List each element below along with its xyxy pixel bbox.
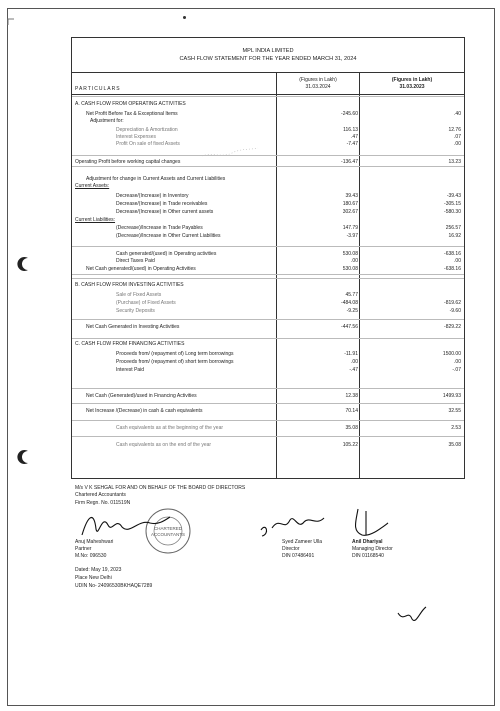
value-2023: -9.60 — [449, 308, 461, 314]
row-rule — [72, 420, 464, 421]
value-2023: 256.57 — [445, 225, 461, 231]
value-2023: -39.43 — [446, 193, 461, 199]
firm-line: M/s V K SEHGAL FOR AND ON BEHALF OF THE BOARD OF DIRECTORS — [75, 485, 246, 491]
value-2023: -580.30 — [444, 209, 461, 215]
punch-hole-icon — [17, 256, 31, 272]
row-rule — [72, 388, 464, 389]
row-label: Adjustment for change in Current Assets and Current Liabilities — [86, 176, 226, 182]
col2-header-date: 31.03.2023 — [399, 84, 425, 90]
director-din: DIN 07486491 — [282, 553, 315, 559]
value-2024: 70.14 — [345, 408, 358, 414]
value-2023: .00 — [454, 258, 461, 264]
value-2023: 35.08 — [448, 442, 461, 448]
director-name: Syed Zameer Ulla — [282, 539, 323, 545]
value-2023: -305.15 — [444, 201, 461, 207]
director-signature — [258, 508, 333, 538]
column-divider — [276, 72, 277, 478]
value-2023: .00 — [454, 359, 461, 365]
row-rule — [72, 436, 464, 437]
row-label: Interest Expenses — [116, 134, 157, 140]
value-2024: 39.43 — [345, 193, 358, 199]
row-rule — [72, 403, 464, 404]
row-label: Current Liabilities: — [75, 217, 116, 223]
row-label: Adjustment for: — [90, 118, 124, 124]
row-rule — [72, 155, 464, 156]
md-signature — [344, 505, 394, 540]
company-name: MPL INDIA LIMITED — [242, 48, 294, 54]
value-2023: 16.92 — [448, 233, 461, 239]
row-label: Sale of Fixed Assets — [116, 292, 162, 298]
value-2024: -136.47 — [341, 159, 358, 165]
partner-mno: M.No: 096530 — [75, 553, 107, 559]
chartered-accountants: Chartered Accountants — [75, 492, 126, 498]
row-label: Security Deposits — [116, 308, 155, 314]
header-top-rule — [72, 72, 464, 73]
particulars-header: PARTICULARS — [75, 86, 121, 92]
row-label: Operating Profit before working capital changes — [75, 159, 181, 165]
statement-title: CASH FLOW STATEMENT FOR THE YEAR ENDED MARCH 31, 2024 — [179, 56, 357, 62]
value-2024: 530.08 — [342, 251, 358, 257]
value-2023: -638.16 — [444, 266, 461, 272]
row-rule — [72, 166, 464, 167]
value-2024: 180.67 — [342, 201, 358, 207]
row-label: Net Cash Generated in Investing Activities — [86, 324, 180, 330]
value-2023: 1499.93 — [442, 393, 461, 399]
corner-mark-icon — [6, 17, 16, 27]
row-rule — [72, 319, 464, 320]
value-2023: 12.76 — [448, 127, 461, 133]
value-2024: .00 — [351, 258, 358, 264]
row-rule — [72, 274, 464, 275]
value-2024: -.47 — [349, 367, 358, 373]
partner-role: Partner — [75, 546, 92, 552]
row-label: Decrease/(Increase) in Other current assets — [116, 209, 214, 215]
row-label: (Decrease)/Increase in Trade Payables — [116, 225, 203, 231]
value-2024: 530.08 — [342, 266, 358, 272]
row-label: Decrease/(Increase) in Trade receivables — [116, 201, 208, 207]
column-divider — [359, 72, 360, 478]
value-2024: 116.13 — [343, 127, 358, 133]
row-rule — [72, 338, 464, 339]
value-2024: 105.22 — [342, 442, 358, 448]
value-2023: -638.16 — [444, 251, 461, 257]
value-2024: -447.56 — [341, 324, 358, 330]
value-2024: -11.91 — [344, 351, 358, 357]
cash-flow-statement — [71, 37, 465, 479]
dated: Dated: May 19, 2023 — [75, 567, 122, 573]
scan-dot-icon — [183, 16, 186, 19]
value-2024: 147.79 — [342, 225, 358, 231]
row-label: Cash equivalents as at the beginning of the year — [116, 425, 224, 431]
header-bottom-rule — [72, 94, 464, 95]
value-2024: -7.47 — [346, 141, 358, 147]
row-rule — [72, 278, 464, 279]
row-label: B. CASH FLOW FROM INVESTING ACTIVITIES — [75, 282, 184, 288]
value-2023: 13.23 — [448, 159, 461, 165]
value-2024: 35.08 — [345, 425, 358, 431]
row-label: Profit On sale of fixed Assets — [116, 141, 180, 147]
value-2024: .00 — [351, 359, 358, 365]
md-role: Managing Director — [352, 546, 393, 552]
initials-mark — [396, 605, 428, 627]
row-rule — [72, 246, 464, 247]
col1-header-date: 31.03.2024 — [305, 84, 331, 90]
row-label: Net Increase /(Decrease) in cash & cash equivalents — [86, 408, 203, 414]
row-label: A. CASH FLOW FROM OPERATING ACTIVITIES — [75, 101, 186, 107]
row-label: Direct Taxes Paid — [116, 258, 155, 264]
value-2024: .47 — [351, 134, 358, 140]
col2-header-unit: (Figures in Lakh) — [391, 77, 433, 83]
scribble-mark-icon — [200, 146, 260, 160]
value-2023: 32.55 — [448, 408, 461, 414]
row-label: Proceeds from/ (repayment of) short term borrowings — [116, 359, 234, 365]
row-label: (Purchase) of Fixed Assets — [116, 300, 176, 306]
row-label: Net Cash generated/(used) in Operating Activities — [86, 266, 196, 272]
value-2023: .07 — [454, 134, 461, 140]
value-2024: -9.25 — [346, 308, 358, 314]
row-label: Depreciation & Amortization — [116, 127, 178, 133]
value-2024: 12.38 — [345, 393, 358, 399]
row-label: Net Cash (Generated)/used in Financing Activities — [86, 393, 197, 399]
row-label: Decrease/(Increase) in Inventory — [116, 193, 189, 199]
value-2023: 1500.00 — [442, 351, 461, 357]
value-2024: -484.08 — [341, 300, 358, 306]
value-2024: 45.77 — [345, 292, 358, 298]
row-label: (Decrease)/Increase in Other Current Liabilities — [116, 233, 221, 239]
value-2023: -829.22 — [444, 324, 461, 330]
firm-regn-no: Firm Regn. No. 011519N — [75, 500, 131, 506]
svg-text:ACCOUNTANTS: ACCOUNTANTS — [151, 532, 185, 537]
svg-text:CHARTERED: CHARTERED — [154, 526, 182, 531]
col1-header-unit: (Figures in Lakh) — [299, 77, 337, 83]
value-2024: -245.60 — [341, 111, 358, 117]
value-2023: 2.53 — [451, 425, 461, 431]
row-label: Cash equivalents as on the end of the year — [116, 442, 212, 448]
partner-name: Anuj Maheshwari — [75, 539, 114, 545]
row-label: Proceeds from/ (repayment of) Long term borrowings — [116, 351, 234, 357]
row-label: Current Assets: — [75, 183, 110, 189]
value-2023: -.07 — [452, 367, 461, 373]
udin-no: UDIN No- 24096530BKHAQE7289 — [75, 583, 153, 589]
md-name: Anil Dhariyal — [352, 539, 383, 545]
row-rule — [72, 96, 464, 97]
row-label: Net Profit Before Tax & Exceptional Items — [86, 111, 178, 117]
punch-hole-icon — [17, 449, 31, 465]
value-2024: 302.67 — [342, 209, 358, 215]
director-role: Director — [282, 546, 300, 552]
value-2023: .00 — [454, 141, 461, 147]
value-2023: -819.62 — [444, 300, 461, 306]
value-2023: .40 — [454, 111, 461, 117]
md-din: DIN 01168540 — [352, 553, 384, 559]
row-label: Interest Paid — [116, 367, 145, 373]
value-2024: -3.97 — [346, 233, 358, 239]
row-label: C. CASH FLOW FROM FINANCING ACTIVITIES — [75, 341, 185, 347]
place: Place New Delhi — [75, 575, 112, 581]
row-label: Cash generated/(used) in Operating activities — [116, 251, 217, 257]
